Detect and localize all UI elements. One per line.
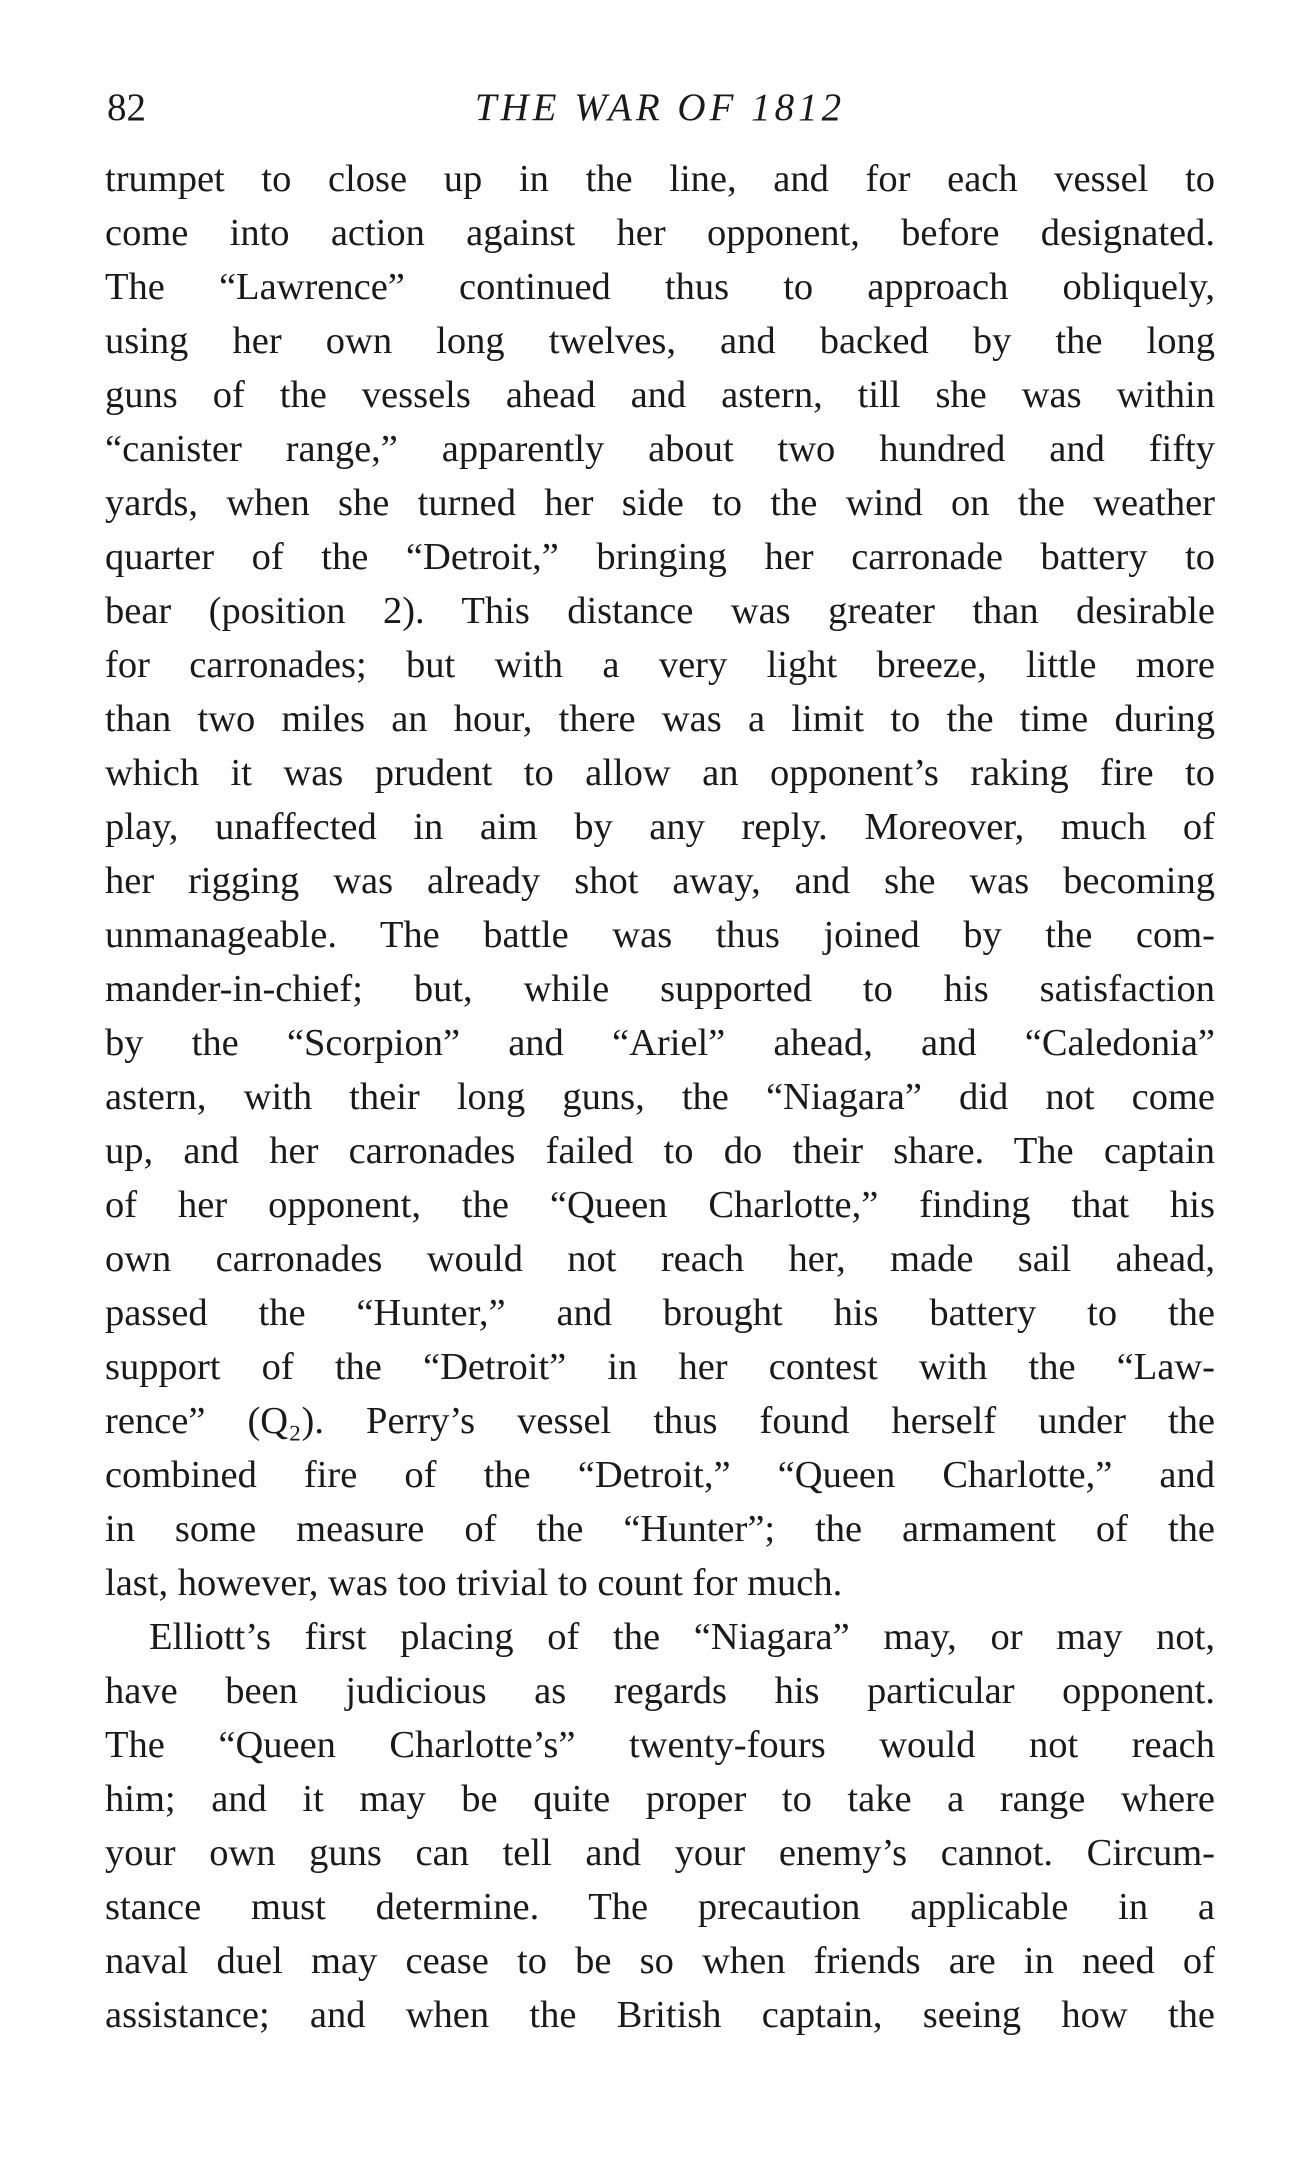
text-line: passed the “Hunter,” and brought his battery to the [105,1292,1215,1334]
text-line: “canister range,” apparently about two hundred and fifty [105,428,1215,470]
text-line: combined fire of the “Detroit,” “Queen Charlotte,” and [105,1454,1215,1496]
text-line: last, however, was too trivial to count for much. [105,1562,843,1604]
text-line: play, unaffected in aim by any reply. Moreover, much of [105,806,1215,848]
running-head [105,70,1215,146]
text-line: guns of the vessels ahead and astern, till she was within [105,374,1215,416]
text-line: yards, when she turned her side to the wind on the weather [105,482,1215,524]
paragraph-1 [105,152,1215,1610]
text-line: astern, with their long guns, the “Niagara” did not come [105,1076,1215,1118]
text-line: have been judicious as regards his particular opponent. [105,1670,1215,1712]
text-line: for carronades; but with a very light breeze, little more [105,644,1215,686]
text-line: by the “Scorpion” and “Ariel” ahead, and “Caledonia” [105,1022,1215,1064]
text-line: of her opponent, the “Queen Charlotte,” finding that his [105,1184,1215,1226]
text-line: stance must determine. The precaution applicable in a [105,1886,1215,1928]
text-line: which it was prudent to allow an opponent’s raking fire to [105,752,1215,794]
text-line: Elliott’s first placing of the “Niagara” may, or may not, [149,1616,1215,1658]
text-line: mander-in-chief; but, while supported to his satisfaction [105,968,1215,1010]
text-line: The “Queen Charlotte’s” twenty-fours would not reach [105,1724,1215,1766]
paragraph-2 [105,1610,1215,2042]
text-line: support of the “Detroit” in her contest with the “Law- [105,1346,1215,1388]
text-line: trumpet to close up in the line, and for each vessel to [105,158,1215,200]
text-line: naval duel may cease to be so when friends are in need of [105,1940,1215,1982]
text-line: The “Lawrence” continued thus to approach obliquely, [105,266,1215,308]
text-line: unmanageable. The battle was thus joined by the com- [105,914,1215,956]
running-title: THE WAR OF 1812 [474,86,846,129]
book-page [105,70,1215,2042]
text-line: in some measure of the “Hunter”; the armament of the [105,1508,1215,1550]
text-line: her rigging was already shot away, and she was becoming [105,860,1215,902]
text-line: than two miles an hour, there was a limit to the time during [105,698,1215,740]
text-line: come into action against her opponent, before designated. [105,212,1215,254]
text-line: up, and her carronades failed to do their share. The captain [105,1130,1215,1172]
text-line: bear (position 2). This distance was greater than desirable [105,590,1215,632]
text-line: him; and it may be quite proper to take a range where [105,1778,1215,1820]
text-line: assistance; and when the British captain, seeing how the [105,1994,1215,2036]
text-line: own carronades would not reach her, made sail ahead, [105,1238,1215,1280]
text-line: your own guns can tell and your enemy’s cannot. Circum- [105,1832,1215,1874]
text-line: using her own long twelves, and backed by the long [105,320,1215,362]
text-line: quarter of the “Detroit,” bringing her carronade battery to [105,536,1215,578]
body-text [105,152,1215,2042]
text-line: rence” (Q₂). Perry’s vessel thus found herself under the [105,1400,1215,1442]
page-number: 82 [107,86,146,129]
